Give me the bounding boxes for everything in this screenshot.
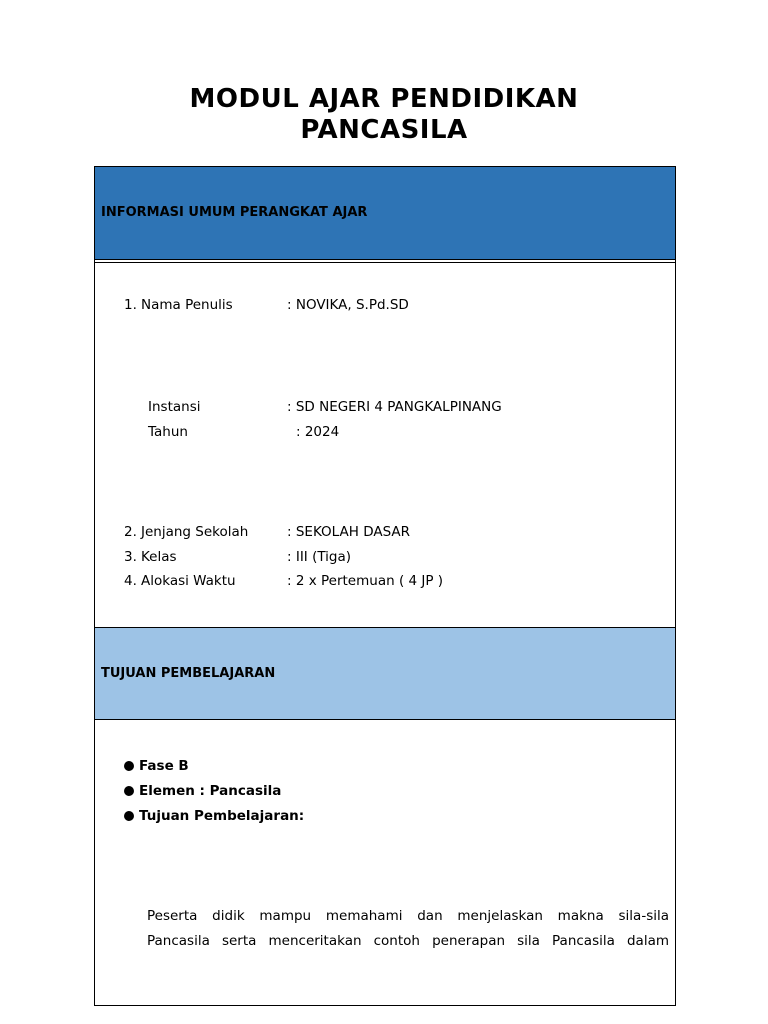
row-value: : NOVIKA, S.Pd.SD [287,297,409,313]
row-label: Nama Penulis [141,297,233,313]
row-number: 4. [124,573,137,589]
row-value: : SD NEGERI 4 PANGKALPINANG [287,399,502,415]
bullet-dot-icon [124,761,134,771]
row-label: Tahun [148,424,188,440]
row-value: : 2 x Pertemuan ( 4 JP ) [287,573,444,589]
row-label: Kelas [141,549,177,565]
module-info-table [94,166,676,1006]
row-number: 2. [124,524,137,540]
bullet-fase [124,758,189,775]
bullet-text: Fase B [139,758,189,774]
document-title-line-1: MODUL AJAR PENDIDIKAN [189,84,579,114]
document-title [0,84,768,146]
row-label: Jenjang Sekolah [141,524,249,540]
section-heading: TUJUAN PEMBELAJARAN [101,666,276,681]
row-value: : 2024 [296,424,340,440]
bullet-tujuan [124,808,304,825]
row-label: Alokasi Waktu [141,573,236,589]
section-header-tujuan-pembelajaran [95,627,675,720]
row-value: : SEKOLAH DASAR [287,524,411,540]
bullet-dot-icon [124,786,134,796]
section-heading: INFORMASI UMUM PERANGKAT AJAR [101,205,368,220]
row-value: : III (Tiga) [287,549,352,565]
row-number: 3. [124,549,137,565]
bullet-elemen [124,783,281,800]
bullet-dot-icon [124,811,134,821]
section-header-informasi-umum [95,167,675,260]
bullet-text: Tujuan Pembelajaran: [139,808,305,824]
row-label: Instansi [148,399,201,415]
paragraph-line-2: Pancasila serta menceritakan contoh penerapan sila Pancasila dalam [147,933,669,949]
document-title-line-2: PANCASILA [300,115,468,145]
learning-objective-paragraph [147,904,669,954]
bullet-text: Elemen : Pancasila [139,783,282,799]
row-number: 1. [124,297,137,313]
paragraph-line-1: Peserta didik mampu memahami dan menjelaskan makna sila-sila [147,908,669,924]
